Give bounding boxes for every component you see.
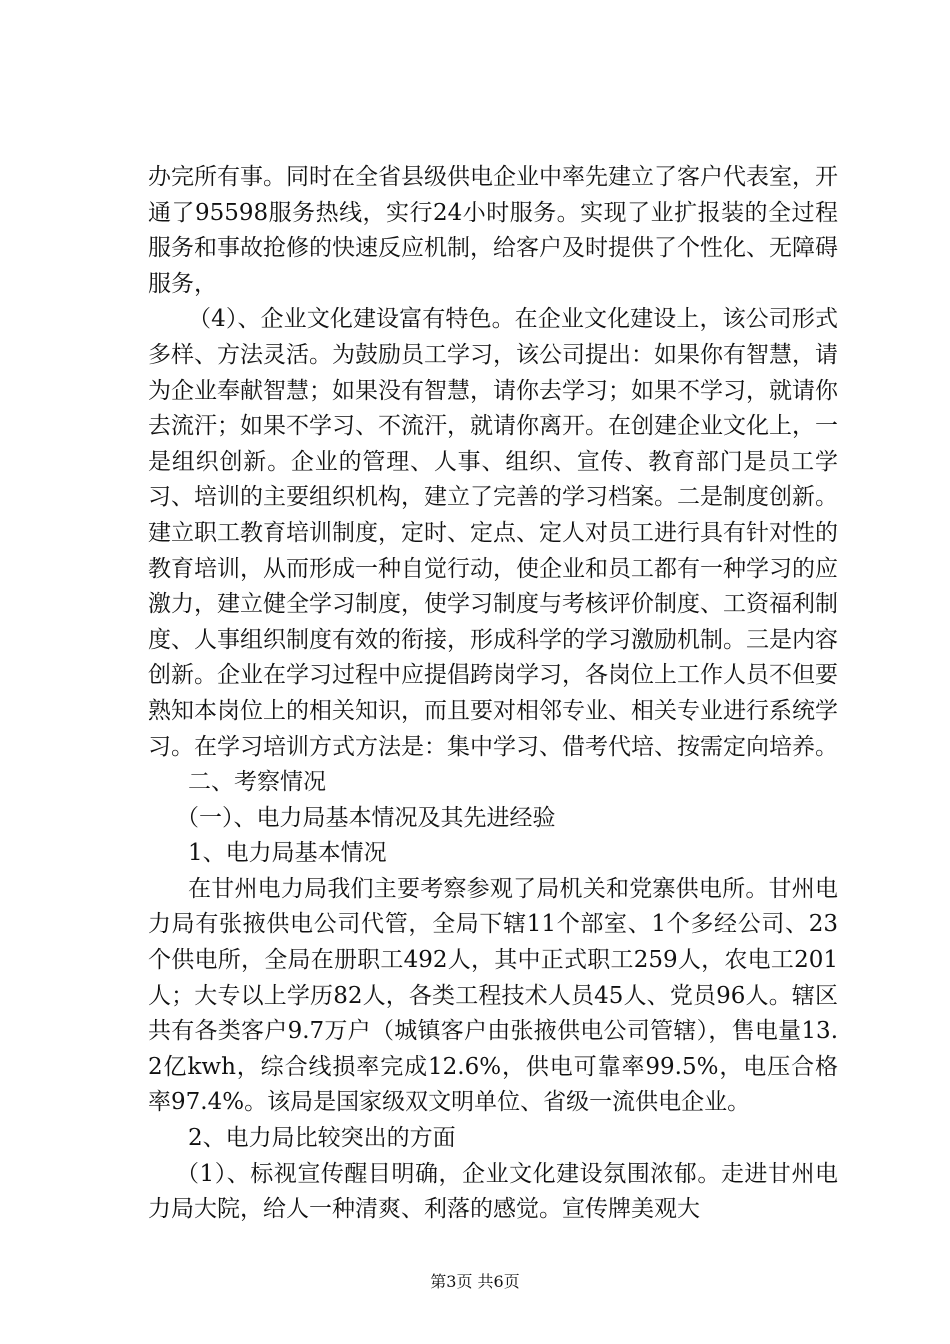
paragraph-basic-info: 在甘州电力局我们主要考察参观了局机关和党寨供电所。甘州电力局有张掖供电公司代管，全局下辖11个部室、1个多经公司、23个供电所，全局在册职工492人，其中正式职工259人，农电工201人；大专以上学历82人，各类工程技术人员45人、党员96人。辖区共有各类客户9.7万户（城镇客户由张掖供电公司管辖），售电量13.2亿kwh，综合线损率完成12.6%，供电可靠率99.5%，电压合格率97.4%。该局是国家级双文明单位、省级一流供电企业。 xyxy=(148,875,838,1116)
paragraph-corporate-culture: （4）、企业文化建设富有特色。在企业文化建设上，该公司形式多样、方法灵活。为鼓励员工学习，该公司提出：如果你有智慧，请为企业奉献智慧；如果没有智慧，请你去学习；如果不学习，就请你去流汗；如果不学习、不流汗，就请你离开。在创建企业文化上，一是组织创新。企业的管理、人事、组织、宣传、教育部门是员工学习、培训的主要组织机构，建立了完善的学习档案。二是制度创新。建立职工教育培训制度，定时、定点、定人对员工进行具有针对性的教育培训，从而形成一种自觉行动，使企业和员工都有一种学习的应激力，建立健全学习制度，使学习制度与考核评价制度、工资福利制度、人事组织制度有效的衔接，形成科学的学习激励机制。三是内容创新。企业在学习过程中应提倡跨岗学习，各岗位上工作人员不但要熟知本岗位上的相关知识，而且要对相邻专业、相关专业进行系统学习。在学习培训方式方法是：集中学习、借考代培、按需定向培养。 xyxy=(148,306,838,760)
subheading-highlights: 2、电力局比较突出的方面 xyxy=(188,1125,456,1152)
subheading-basic-info: 1、电力局基本情况 xyxy=(188,840,387,867)
document-body xyxy=(148,160,838,1228)
paragraph-continuation: 办完所有事。同时在全省县级供电企业中率先建立了客户代表室，开通了95598服务热线，实行24小时服务。实现了业扩报装的全过程服务和事故抢修的快速反应机制，给客户及时提供了个性化、无障碍服务， xyxy=(148,164,838,297)
section-heading-inspection: 二、考察情况 xyxy=(188,769,326,796)
page-footer: 第3页 共6页 xyxy=(430,1272,520,1291)
paragraph-highlight-1: （1）、标视宣传醒目明确，企业文化建设氛围浓郁。走进甘州电力局大院，给人一种清爽、利落的感觉。宣传牌美观大 xyxy=(148,1160,838,1223)
subsection-heading-power-bureau: （一）、电力局基本情况及其先进经验 xyxy=(176,804,556,831)
